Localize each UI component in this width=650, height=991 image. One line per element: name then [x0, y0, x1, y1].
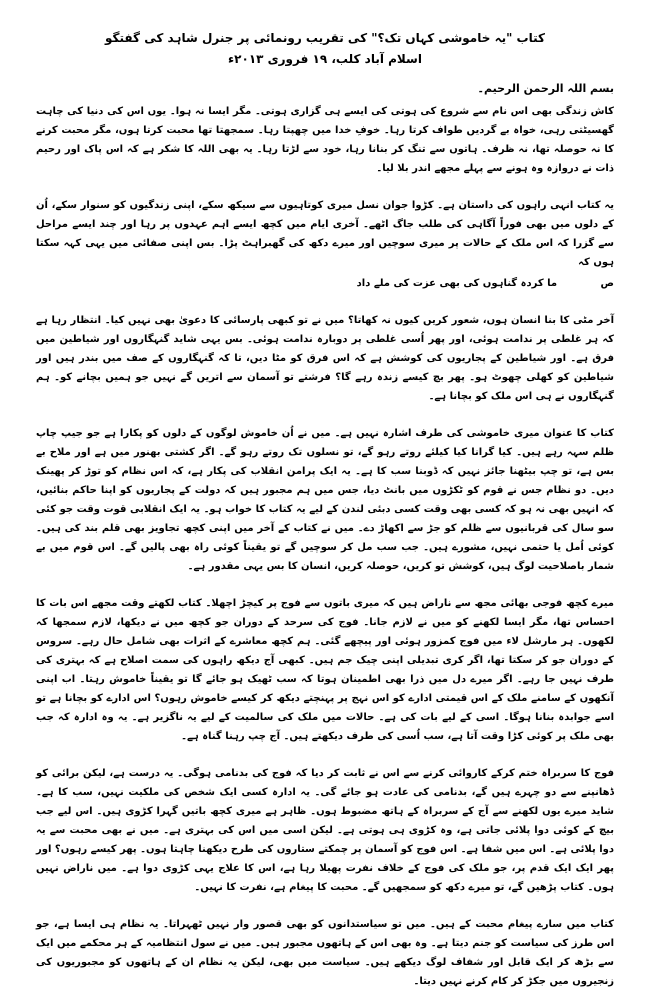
verse-line	[36, 274, 614, 293]
page-title: کتاب "یہ خاموشی کہاں تک؟" کی تقریب رونمائی پر جنرل شاہد کی گفتگو	[105, 31, 545, 45]
paragraph-2-text: یہ کتاب انہی راہوں کی داستان ہے۔ کڑوا جوان نسل میری کوتاہیوں سے سیکھ سکے، اپنی زندگیوں کو سنوار سکے، اُن کے دلوں میں بھی فوراً آگاہی کی طلب جاگ اٹھے۔ آخری ایام میں کچھ ایسے اہم عہدوں پر رہا اور چند ایسے مراحل سے گزرا کہ اس ملک کے حالات پر میری سوچیں اور میرے دکھ کی گھبراہٹ پڑا۔ بس اپنی صفائی میں یہی کہہ سکتا ہوں کہ	[36, 200, 614, 268]
bismillah: بسم اللہ الرحمن الرحیم۔	[477, 82, 614, 95]
dateline: اسلام آباد کلب، ۱۹ فروری ۲۰۱۳ء	[228, 52, 422, 66]
paragraph-4: کتاب کا عنوان میری خاموشی کی طرف اشارہ نہیں ہے۔ میں نے اُن خاموش لوگوں کے دلوں کو پکارا ہے جو جیپ چاپ ظلم سہہ رہے ہیں۔ کیا گرانا کیا کیلئے روتے رہو گے، تو نسلوں تک روتے رہو گے۔ اگر کشتی بھنور میں ہے اور ملاح بے بس ہے، تو چپ بیٹھنا جائز نہیں کہ ڈوبنا سب کا ہے۔ یہ ایک پرامن انقلاب کی پکار ہے، کہ اس نظام کو توڑ کر پھینک دیں۔ دو نظام جس نے قوم کو ٹکڑوں میں بانٹ دیا، جس میں ہم مجبور ہیں کہ دولت کے پجاریوں کو اپنا حاکم بنائیں، کہ انہیں بھی نہ ہو کہ کسی بھی وقت کسی دبئی لندن کے لیے یہ کتاب کا خواب ہو۔ یہ ایک انقلابی قوت وقت جو کئی سو سال کی قربانیوں سے ظلم کو جڑ سے اکھاڑ دے۔ میں نے کتاب کے آخر میں اپنی کچھ تجاویز بھی قلم بند کی ہیں۔ کوئی اُمل یا حتمی نہیں، مشورے ہیں۔ جب سب مل کر سوچیں گے تو یقیناً کوئی راہ بھی پالیں گے۔ اس قوم میں بے شمار باصلاحیت لوگ ہیں، کوشش تو کریں، حوصلہ کریں، انسان کا بس یہی مقدور ہے۔	[36, 428, 614, 572]
document-body	[36, 80, 614, 991]
document-header	[36, 28, 614, 70]
verse-mark: ص	[600, 278, 614, 289]
paragraph-5: میرے کچھ فوجی بھائی مجھ سے ناراض ہیں کہ میری باتوں سے فوج پر کیچڑ اچھلا۔ کتاب لکھتے وقت مجھے اس بات کا احساس تھا، مگر ایسا لکھنے کو میں نے لازم جانا۔ فوج کی سرحد کے دوران جو کچھ میں نے دیکھا، لازم سمجھا کہ لکھوں۔ ہر مارشل لاء میں فوج کمزور ہوئی اور پیچھے گئی۔ ہم کچھ معاشرے کے اثرات بھی شامل حال رہے۔ سروس کے دوران جو کر سکتا تھا، اگر کری تبدیلی اپنی چیک جم ہیں۔ کبھی آج دیکھ راہوں کی سمت اصلاح ہے کہ بہتری کی طرف نہیں جا رہے۔ اگر میرے دل میں ذرا بھی اطمینان ہوتا کہ سب ٹھیک ہو جائے گا تو یقیناً خاموش رہتا۔ اب اپنی آنکھوں کے سامنے ملک کے اس قیمتی ادارے کو اس نہج پر پہنچتے دیکھ کر کیسے خاموش رہوں؟ اس ادارے کو بچانا ہے تو اسے جوابدہ بنانا ہوگا۔ اسی کے لیے بات کی ہے۔ حالات میں ملک کی سالمیت کے لیے یہ ناگزیر ہے۔ یہ وہ ادارہ کہ جب بھی ملک پر کوئی کڑا وقت آتا ہے، سب اُسی کی طرف دیکھتے ہیں۔ آج چپ رہنا گناہ ہے۔	[36, 598, 614, 742]
paragraph-7: کتاب میں سارے پیغام محبت کے ہیں۔ میں تو سیاستدانوں کو بھی قصور وار نہیں ٹھہراتا۔ یہ نظام ہی ایسا ہے، جو اس طرز کی سیاست کو جنم دیتا ہے۔ وہ بھی اس کے ہاتھوں مجبور ہیں۔ میں نے سول انتظامیہ کے ہر محکمے میں ایک سے بڑھ کر ایک قابل اور شفاف لوگ دیکھے ہیں۔ سیاست میں بھی، لیکن یہ نظام ان کے ہاتھوں کو مجبوریوں کی زنجیروں میں جکڑ کر کام کرنے نہیں دیتا۔	[36, 919, 614, 987]
paragraph-6: فوج کا سربراہ ختم کرکے کاروائی کرنے سے اس نے ثابت کر دیا کہ فوج کی بدنامی ہوگی۔ یہ درست ہے، لیکن برائی کو ڈھانپنے سے دو چہرے ہیں گے، بدنامی کی عادت ہو جائے گی۔ یہ ادارہ کسی ایک شخص کی ملکیت نہیں، سب کا ہے۔ شاید میرے یوں لکھنے سے آج کے سربراہ کے ہاتھ مضبوط ہوں۔ ظاہر ہے میری کچھ باتیں گہرا کڑوی ہیں۔ اس لیے جب بیچ کے کوئی دوا پلائی جاتی ہے، وہ کڑوی ہی ہوتی ہے۔ لیکن اسی میں اس کی بہتری ہے۔ میں نے بھی محبت سے یہ دوا پلائی ہے۔ اس میں شفا ہے۔ اس فوج کو آسمان پر چمکتے ستاروں کی طرح دیکھنا چاہتا ہوں۔ پھر کیسے رہوں؟ اور پھر ایک ایک قدم پر، جو ملک کی فوج کے خلاف نفرت پھیلا رہا ہے، اس کا علاج یہی کڑوی دوا ہے۔ میں ناراض نہیں ہوں۔ کتاب پڑھیں گے، تو میرے دکھ کو سمجھیں گے۔ محبت کا پیغام ہے، نفرت کا نہیں۔	[36, 768, 614, 893]
verse-text: ما کردہ گناہوں کی بھی عزت کی ملے داد	[356, 278, 558, 289]
paragraph-2	[36, 196, 614, 293]
paragraph-1: کاش زندگی بھی اس نام سے شروع کی ہوتی کی ایسے ہی گزاری ہوتی۔ مگر ایسا نہ ہوا۔ یوں اس کی دنیا کی چاہت گھسیٹتی رہی، خواہ بے گردیں طواف کرتا رہا۔ خوفِ خدا میں چھپتا رہا۔ سمجھتا تھا محبت کرتا ہوں، مگر محبت کرنے کا نہ حوصلہ تھا، نہ ظرف۔ ہاتوں سے تنگ کر بنانا رہا، خود سے لڑتا رہا۔ یہ بھی اللہ کا شکر ہے کہ اس پاک اور رحیم ذات نے دروازہ وہ ہونے سے پہلے مجھے اندر بلا لیا۔	[36, 106, 614, 174]
paragraph-3: آخر مٹی کا بنا انسان ہوں، شعور کریں کیوں نہ کھاتا؟ میں نے تو کبھی پارسائی کا دعویٰ بھی نہیں کیا۔ انتظار رہا ہے کہ ہر غلطی پر ندامت ہوئی، اور پھر اُسی غلطی پر دوبارہ ندامت ہوئی۔ بس یہی شاید گنہگاروں اور شیاطین میں فرق ہے۔ اور شیاطین کے پجاریوں کی کوشش ہے کہ اس فرق کو مٹا دیں، تا کہ گنہگاروں کے صف میں بندر ہیں اور شیاطین کو کھلی چھوٹ ہو۔ پھر بچ کیسے زندہ رہے گا؟ فرشتے تو آسمان سے اتریں گے نہیں جو ہمیں بچانے کو۔ ہم گنہگاروں نے ہی اس ملک کو بچانا ہے۔	[36, 315, 614, 402]
